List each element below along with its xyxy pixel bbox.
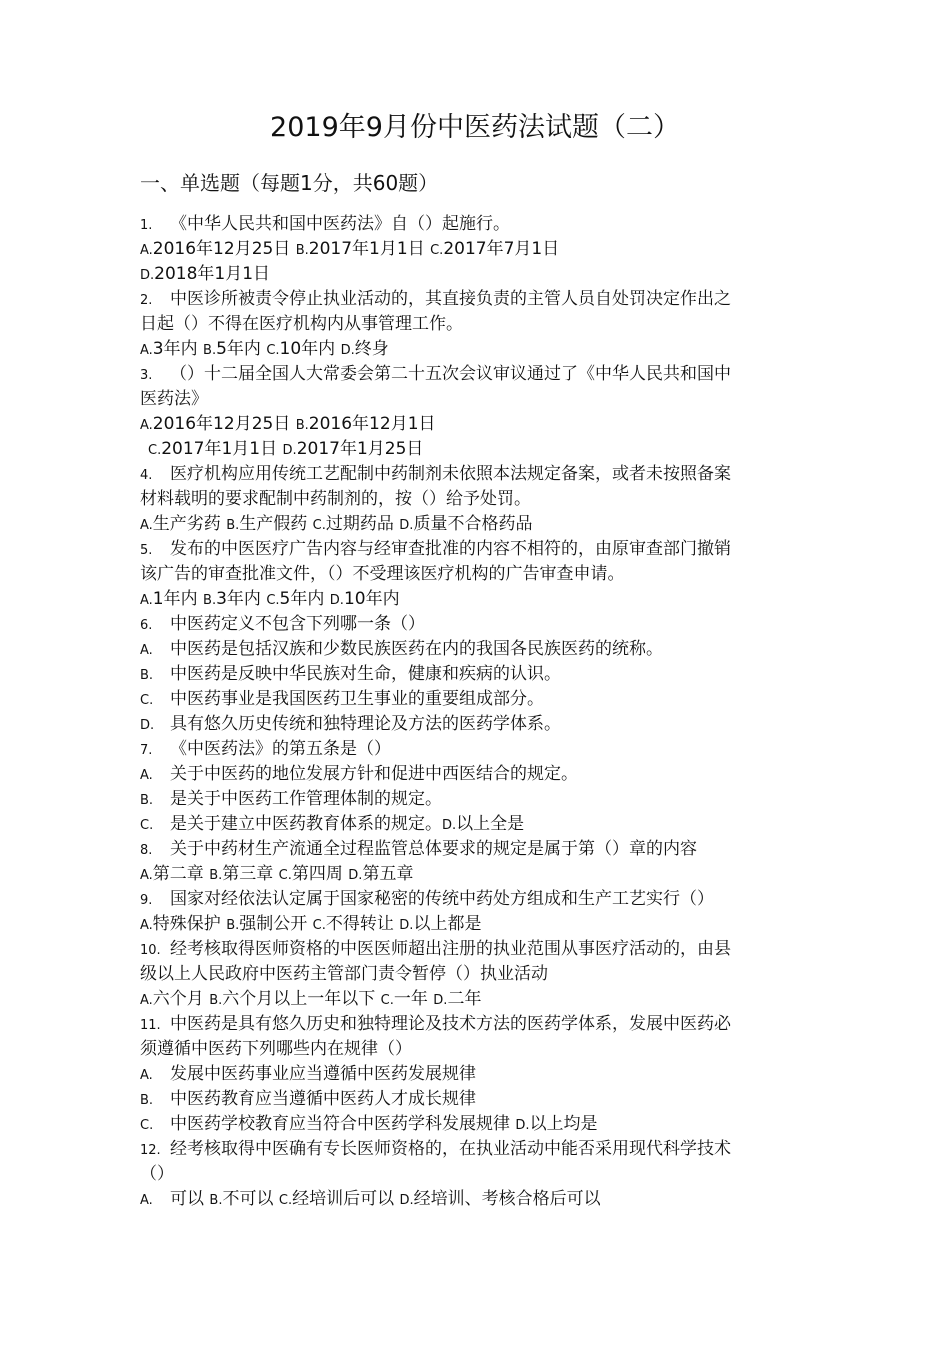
- option-b-label: B.: [203, 343, 217, 358]
- question-3-options-2: [148, 437, 423, 463]
- option-a-label: A.: [140, 418, 153, 433]
- option-b-label: B.: [295, 243, 309, 258]
- option-label: C.: [140, 693, 154, 708]
- option-c-label: C.: [430, 243, 444, 258]
- option-b-label: B.: [209, 1193, 223, 1208]
- option-b-label: B.: [209, 868, 223, 883]
- option-a-text: 3年内: [152, 339, 198, 359]
- option-d-label: D.: [515, 1118, 530, 1133]
- option-d-label: D.: [140, 268, 155, 283]
- option-text: 中医药是包括汉族和少数民族医药在内的我国各民族医药的统称。: [170, 639, 663, 659]
- option-text: 具有悠久历史传统和独特理论及方法的医药学体系。: [170, 714, 561, 734]
- question-number: 7.: [140, 743, 153, 758]
- option-d-text: 第五章: [362, 864, 414, 884]
- option-text: 关于中医药的地位发展方针和促进中西医结合的规定。: [170, 764, 578, 784]
- question-12-cont: [140, 1162, 174, 1187]
- option-b-text: 2017年1月1日: [308, 239, 425, 259]
- question-number: 12.: [140, 1143, 161, 1158]
- question-text: 中医药定义不包含下列哪一条（）: [170, 614, 425, 634]
- question-text-cont: 日起（）不得在医疗机构内从事管理工作。: [140, 314, 463, 334]
- section-heading: 一、单选题（每题1分，共60题）: [140, 171, 439, 195]
- option-text: 中医药教育应当遵循中医药人才成长规律: [170, 1089, 476, 1109]
- option-c-text: 过期药品: [325, 514, 394, 534]
- option-a-text: 第二章: [152, 864, 204, 884]
- question-text-cont: （）: [140, 1164, 174, 1184]
- option-c-label: C.: [266, 593, 280, 608]
- question-number: 6.: [140, 618, 153, 633]
- option-label: C.: [140, 818, 154, 833]
- option-text: 中医药学校教育应当符合中医药学科发展规律: [170, 1114, 510, 1134]
- question-7-option-c: [140, 812, 524, 838]
- question-text-cont: 医药法》: [140, 389, 208, 409]
- option-a-label: A.: [140, 243, 153, 258]
- question-text-cont: 该广告的审查批准文件，（）不受理该医疗机构的广告审查申请。: [140, 564, 625, 584]
- option-label: D.: [140, 718, 155, 733]
- option-text: 是关于建立中医药教育体系的规定。: [170, 814, 442, 834]
- question-text-cont: 级以上人民政府中医药主管部门责令暂停（）执业活动: [140, 964, 548, 984]
- question-text: 经考核取得中医确有专长医师资格的，在执业活动中能否采用现代科学技术: [170, 1139, 731, 1159]
- question-number: 11.: [140, 1018, 161, 1033]
- question-11-cont: [140, 1037, 412, 1062]
- question-text: 发布的中医医疗广告内容与经审查批准的内容不相符的，由原审查部门撤销: [170, 539, 731, 559]
- option-d-label: D.: [348, 868, 363, 883]
- question-9-options: [140, 912, 481, 938]
- option-c-text: 5年内: [279, 589, 325, 609]
- option-d-text: 以上均是: [529, 1114, 598, 1134]
- question-6-option-a: [140, 637, 663, 663]
- question-text: 经考核取得医师资格的中医医师超出注册的执业范围从事医疗活动的，由县: [170, 939, 731, 959]
- option-a-text: 六个月: [152, 989, 204, 1009]
- question-4-options: [140, 512, 532, 538]
- option-a-label: A.: [140, 868, 153, 883]
- option-c-text: 2017年1月1日: [161, 439, 278, 459]
- question-text: 《中华人民共和国中医药法》自（）起施行。: [170, 214, 510, 234]
- option-d-label: D.: [433, 993, 448, 1008]
- question-3-cont: [140, 387, 208, 412]
- question-10-options: [140, 987, 481, 1013]
- option-b-label: B.: [295, 418, 309, 433]
- question-number: 8.: [140, 843, 153, 858]
- question-12-options: [140, 1187, 601, 1213]
- question-10-cont: [140, 962, 548, 987]
- option-a-label: A.: [140, 593, 153, 608]
- option-a-label: A.: [140, 343, 153, 358]
- question-text: 关于中药材生产流通全过程监管总体要求的规定是属于第（）章的内容: [170, 839, 697, 859]
- option-c-label: C.: [380, 993, 394, 1008]
- option-label: A.: [140, 643, 153, 658]
- option-label: B.: [140, 668, 154, 683]
- question-7-option-a: [140, 762, 578, 788]
- option-label: B.: [140, 1093, 154, 1108]
- option-b-label: B.: [226, 918, 240, 933]
- question-text: 国家对经依法认定属于国家秘密的传统中药处方组成和生产工艺实行（）: [170, 889, 714, 909]
- option-a-text: 生产劣药: [152, 514, 221, 534]
- option-d-label: D.: [442, 818, 457, 833]
- option-c-label: C.: [278, 1193, 293, 1208]
- question-7-option-b: [140, 787, 442, 813]
- option-label: C.: [140, 1118, 154, 1133]
- option-text: 中医药事业是我国医药卫生事业的重要组成部分。: [170, 689, 544, 709]
- option-c-label: C.: [266, 343, 280, 358]
- question-number: 5.: [140, 543, 153, 558]
- option-b-text: 不可以: [222, 1189, 274, 1209]
- option-d-label: D.: [329, 593, 344, 608]
- option-text: 发展中医药事业应当遵循中医药发展规律: [170, 1064, 476, 1084]
- option-c-text: 经培训后可以: [292, 1189, 395, 1209]
- question-5: [140, 537, 731, 563]
- question-3-options: [140, 412, 436, 438]
- document-title: 2019年9月份中医药法试题（二）: [270, 112, 680, 143]
- option-d-label: D.: [399, 918, 414, 933]
- option-d-label: D.: [399, 1193, 414, 1208]
- option-c-label: C.: [312, 518, 326, 533]
- question-6-option-b: [140, 662, 561, 688]
- option-d-text: 质量不合格药品: [413, 514, 533, 534]
- question-10: [140, 937, 731, 963]
- question-text: 医疗机构应用传统工艺配制中药制剂未依照本法规定备案，或者未按照备案: [170, 464, 731, 484]
- question-text-cont: 须遵循中医药下列哪些内在规律（）: [140, 1039, 412, 1059]
- question-6: [140, 612, 425, 638]
- option-b-text: 六个月以上一年以下: [222, 989, 376, 1009]
- question-6-option-d: [140, 712, 561, 738]
- option-b-text: 强制公开: [239, 914, 308, 934]
- option-b-text: 2016年12月1日: [308, 414, 436, 434]
- question-8: [140, 837, 697, 863]
- option-d-text: 2018年1月1日: [154, 264, 271, 284]
- option-c-text: 10年内: [279, 339, 336, 359]
- question-11-option-b: [140, 1087, 476, 1113]
- option-a-text: 2016年12月25日: [152, 239, 291, 259]
- option-b-text: 第三章: [222, 864, 274, 884]
- option-d-label: D.: [282, 443, 297, 458]
- option-a-text: 2016年12月25日: [152, 414, 291, 434]
- question-5-cont: [140, 562, 625, 587]
- question-text: 中医诊所被责令停止执业活动的，其直接负责的主管人员自处罚决定作出之: [170, 289, 731, 309]
- question-number: 2.: [140, 293, 153, 308]
- question-number: 1.: [140, 218, 153, 233]
- option-b-text: 5年内: [216, 339, 261, 359]
- option-label: A.: [140, 1068, 153, 1083]
- option-a-text: 特殊保护: [152, 914, 221, 934]
- question-3: [140, 362, 731, 388]
- question-5-options: [140, 587, 400, 613]
- question-11-option-c: [140, 1112, 598, 1138]
- option-d-text: 二年: [447, 989, 482, 1009]
- option-d-label: D.: [340, 343, 355, 358]
- question-2-cont: [140, 312, 463, 337]
- option-b-label: B.: [203, 593, 217, 608]
- option-a-label: A.: [140, 518, 153, 533]
- question-4-cont: [140, 487, 531, 512]
- question-6-option-c: [140, 687, 544, 713]
- question-2: [140, 287, 731, 313]
- option-a-label: A.: [140, 1193, 153, 1208]
- option-d-text: 终身: [354, 339, 389, 359]
- option-text: 是关于中医药工作管理体制的规定。: [170, 789, 442, 809]
- option-a-text: 可以: [170, 1189, 204, 1209]
- option-c-text: 第四周: [291, 864, 343, 884]
- option-b-label: B.: [209, 993, 223, 1008]
- question-11: [140, 1012, 731, 1038]
- option-d-text: 经培训、考核合格后可以: [413, 1189, 601, 1209]
- option-d-text: 10年内: [343, 589, 400, 609]
- option-a-text: 1年内: [152, 589, 198, 609]
- option-c-text: 一年: [393, 989, 428, 1009]
- option-label: A.: [140, 768, 153, 783]
- question-7: [140, 737, 391, 763]
- question-text: （）十二届全国人大常委会第二十五次会议审议通过了《中华人民共和国中: [170, 364, 731, 384]
- option-label: B.: [140, 793, 154, 808]
- option-c-label: C.: [148, 443, 162, 458]
- option-c-text: 2017年7月1日: [443, 239, 560, 259]
- question-number: 3.: [140, 368, 153, 383]
- question-text: 《中医药法》的第五条是（）: [170, 739, 391, 759]
- option-d-text: 2017年1月25日: [296, 439, 424, 459]
- option-b-text: 3年内: [216, 589, 261, 609]
- question-12: [140, 1137, 731, 1163]
- option-d-label: D.: [399, 518, 414, 533]
- question-11-option-a: [140, 1062, 476, 1088]
- option-b-text: 生产假药: [239, 514, 308, 534]
- option-c-text: 不得转让: [325, 914, 394, 934]
- question-1-options: [140, 237, 559, 263]
- question-1: [140, 212, 510, 238]
- option-c-label: C.: [312, 918, 326, 933]
- option-c-label: C.: [278, 868, 292, 883]
- question-number: 9.: [140, 893, 153, 908]
- option-b-label: B.: [226, 518, 240, 533]
- option-d-text: 以上全是: [456, 814, 525, 834]
- question-8-options: [140, 862, 413, 888]
- option-d-text: 以上都是: [413, 914, 482, 934]
- question-1-options-2: [140, 262, 270, 288]
- question-text-cont: 材料载明的要求配制中药制剂的，按（）给予处罚。: [140, 489, 531, 509]
- question-4: [140, 462, 731, 488]
- option-text: 中医药是反映中华民族对生命，健康和疾病的认识。: [170, 664, 561, 684]
- option-a-label: A.: [140, 918, 153, 933]
- question-9: [140, 887, 714, 913]
- question-number: 10.: [140, 943, 161, 958]
- question-2-options: [140, 337, 389, 363]
- question-number: 4.: [140, 468, 153, 483]
- option-a-label: A.: [140, 993, 153, 1008]
- question-text: 中医药是具有悠久历史和独特理论及技术方法的医药学体系，发展中医药必: [170, 1014, 731, 1034]
